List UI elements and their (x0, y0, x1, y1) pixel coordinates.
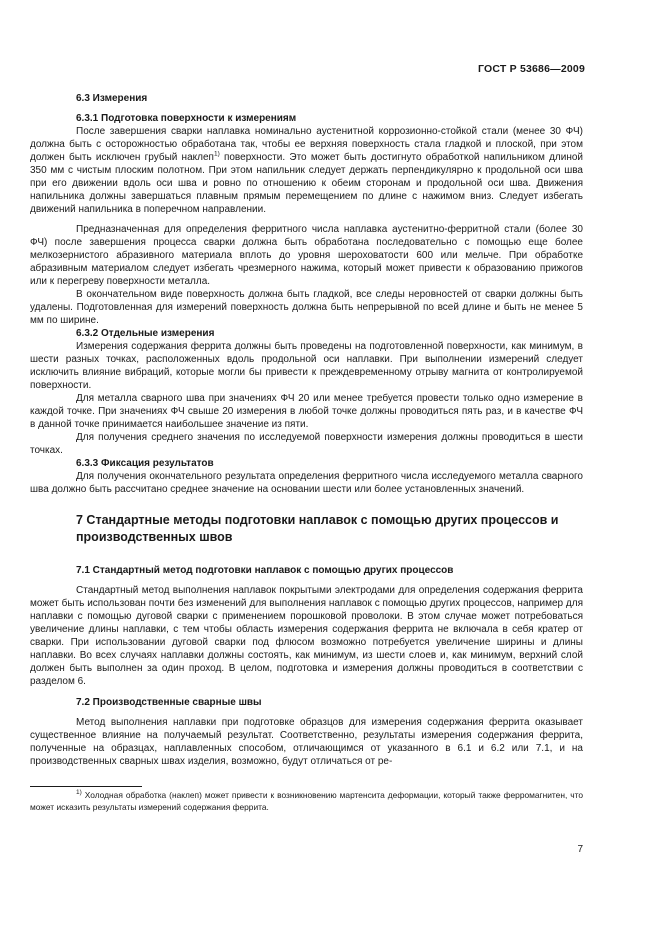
paragraph: Для получения среднего значения по исследуемой поверхности измерения должны проводиться в шести точках. (30, 432, 583, 456)
section-6-3-heading: 6.3 Измерения (76, 93, 148, 104)
footnote-mark: 1) (76, 789, 82, 797)
section-6-3-3-heading: 6.3.3 Фиксация результатов (76, 458, 214, 469)
paragraph: Измерения содержания феррита должны быть проведены на подготовленной поверхности, как минимум, в шести разных точках, расположенных вдоль продольной оси наплавки. При выполнении измерений следует исключить влияние вибраций, которые могли бы привести к преждевременному отрыву магнита от контролируемой поверхности. (30, 341, 583, 391)
paragraph: После завершения сварки наплавка номинально аустенитной коррозионно-стойкой стали (менее 30 ФЧ) должна быть с осторожностью обработана так, чтобы ее верхняя поверхность стала гладкой и плоской, при этом должен быть исключен грубый наклеп$^{1)}$ поверхности. Это может быть достигнуто обработкой напильником длиной 350 мм с чистым плоским полотном. При этом напильник следует держать перпендикулярно к продольной оси шва при его движении вдоль оси шва и ровно по отношению к обеим сторонам и продольной оси шва. Движения напильника должны завершаться плавным прямым перемещением по длине с нажимом вниз. Следует избегать движений напильника в поперечном направлении. (30, 126, 583, 215)
paragraph: Предназначенная для определения ферритного числа наплавка аустенитно-ферритной стали (более 30 ФЧ) после завершения процесса сварки должна быть обработана последовательно с помощью еще более мелкозернистого абразивного материала вплоть до уровня шероховатости 600 или мельче. При обработке абразивным материалом следует избегать чрезмерного нажима, который может привести к образованию прижогов или к перегреву поверхности металла. (30, 224, 583, 287)
paragraph: Стандартный метод выполнения наплавок покрытыми электродами для определения содержания феррита может быть использован почти без изменений для выполнения наплавок с помощью других процессов, например для наплавки с помощью дуговой сварки с применением порошковой проволоки. В этом случае может потребоваться увеличение длины наплавки, с тем чтобы область измерения содержания феррита не включала в себя кратер от сварки. При использовании дуговой сварки под флюсом возможно потребуется увеличение ширины и длины наплавки. Во всех случаях наплавки должны состоять, как минимум, из шести слоев и, как минимум, верхний слой должен быть выполнен за один проход. В целом, подготовка и измерения должны проводиться в соответствии с разделом 6. (30, 585, 583, 687)
paragraph: Метод выполнения наплавки при подготовке образцов для измерения содержания феррита оказывает существенное влияние на получаемый результат. Соответственно, результаты измерения содержания феррита, полученные на образцах, наплавленных способом, отличающимся от указанного в 6.1 и 6.2 или 7.1, и на производственных сварных швах изделия, возможно, будут отличаться от ре- (30, 717, 583, 767)
section-6-3-1-heading: 6.3.1 Подготовка поверхности к измерениям (76, 113, 297, 124)
standard-designation: ГОСТ Р 53686—2009 (477, 63, 585, 75)
page-number: 7 (577, 844, 583, 855)
footnote-reference: 1) (213, 150, 220, 158)
section-7-1-heading: 7.1 Стандартный метод подготовки наплавок с помощью других процессов (76, 565, 454, 576)
footnote-divider (30, 786, 142, 787)
section-7-2-heading: 7.2 Производственные сварные швы (76, 697, 262, 708)
footnote: $^{1)}$ Холодная обработка (наклеп) может привести к возникновению мартенсита деформации, который также ферромагнитен, что может исказить результаты измерений содержания феррита. (30, 789, 583, 812)
section-6-3-2-heading: 6.3.2 Отдельные измерения (76, 328, 215, 339)
paragraph: В окончательном виде поверхность должна быть гладкой, все следы неровностей от сварки должны быть удалены. Подготовленная для измерений поверхность должна быть непрерывной по всей длине и быть не менее 5 мм по ширине. (30, 289, 583, 326)
paragraph: Для получения окончательного результата определения ферритного числа исследуемого металла сварного шва должно быть рассчитано среднее значение на основании шести или более установленных значений. (30, 471, 583, 495)
page-content (30, 92, 583, 768)
section-7-heading: 7 Стандартные методы подготовки наплавок с помощью других процессов и производственных швов (76, 513, 559, 544)
paragraph: Для металла сварного шва при значениях ФЧ 20 или менее требуется провести только одно измерение в каждой точке. При значениях ФЧ свыше 20 измерения в любой точке должны проводиться пять раз, и в качестве ФЧ в данной точке принимается наибольшее значение из пяти. (30, 393, 583, 430)
